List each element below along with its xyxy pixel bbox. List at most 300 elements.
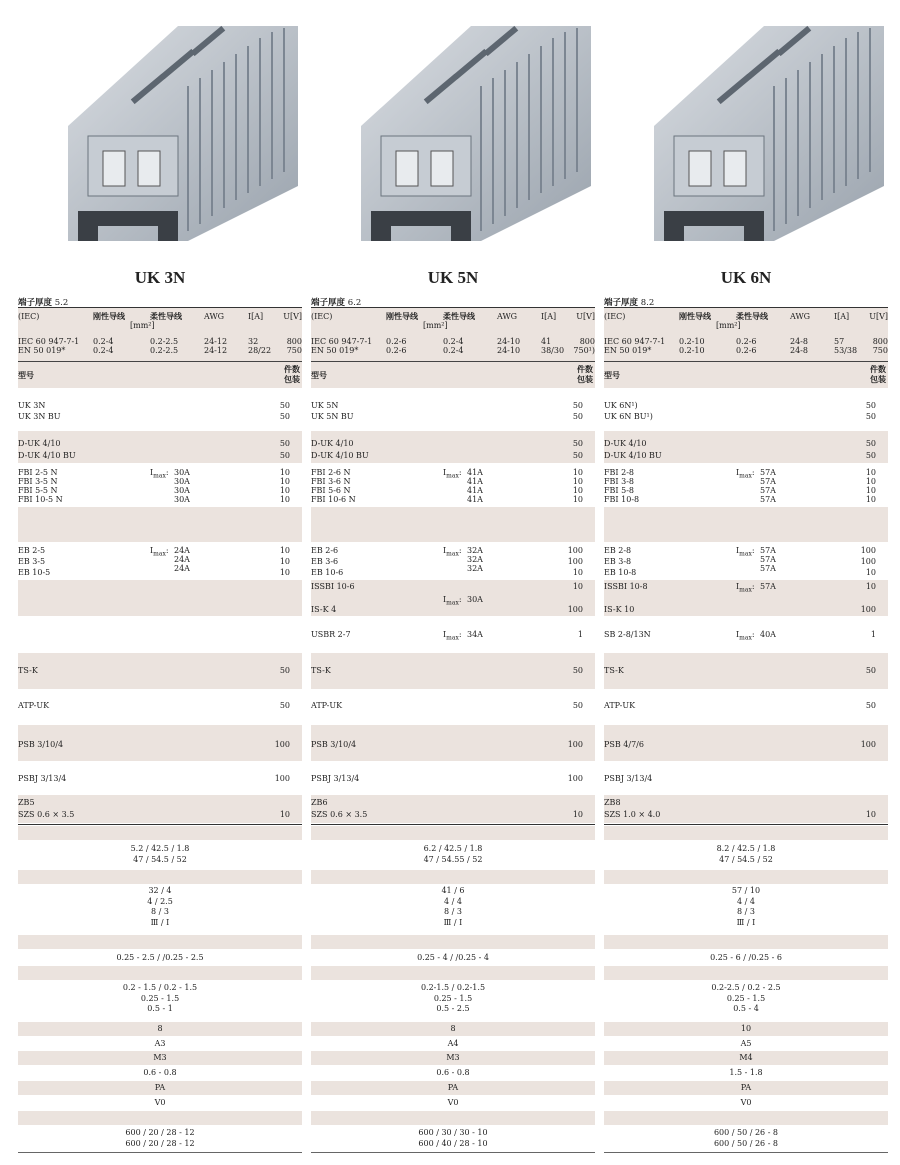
spec-flexible: 0.2-4 [443,337,464,346]
imax-subscript: max [739,550,752,558]
item-label: FBI 5-8 [604,486,635,495]
item-quantity: 100 [274,774,290,783]
item-quantity: 50 [865,401,876,410]
pack-header: 包装 [284,375,300,384]
item-quantity: 50 [279,412,290,421]
item-quantity: 100 [567,774,583,783]
divider [604,1152,888,1153]
model-header: 型号 [311,371,327,380]
voltage-header: U[V] [576,312,595,321]
screw-thread: M3 [153,1053,167,1062]
imax-label: $I_{max}$: [736,630,755,642]
iec-label: (IEC) [604,312,626,321]
thickness-label: 端子厚度 [604,298,639,308]
item-quantity: 10 [865,477,876,486]
item-label: SZS 0.6 × 3.5 [18,810,75,819]
imax-group [443,630,483,643]
item-quantity: 10 [279,486,290,495]
dimensions: 8.2 / 42.5 / 1.8 47 / 54.5 / 52 [716,844,776,864]
imax-label: $I_{max}$: [736,468,755,480]
dimensions: 6.2 / 42.5 / 1.8 47 / 54.55 / 52 [423,844,483,864]
spec-awg: 24-8 [790,337,808,346]
item-label: TS-K [311,666,331,675]
connection-range: 0.25 - 4 / /0.25 - 4 [417,953,489,962]
thickness-value: 6.2 [347,298,362,308]
spec-rigid: 0.2-6 [386,346,407,355]
row-band [18,966,302,980]
row-band [18,580,302,616]
row-band [18,507,302,542]
item-label: EB 2-5 [18,546,46,555]
item-label: UK 5N BU [311,412,354,421]
item-label: D-UK 4/10 [311,439,354,448]
awg-header: AWG [204,312,225,321]
item-label: D-UK 4/10 [18,439,61,448]
imax-subscript: max [446,472,459,480]
imax-value: 57A [760,468,776,477]
row-band [18,826,302,840]
item-label: FBI 2-8 [604,468,635,477]
imax-value: 30A [174,486,190,495]
item-quantity: 50 [572,701,583,710]
thickness-label: 端子厚度 [311,298,346,308]
imax-subscript: max [446,550,459,558]
flexible-header: 柔性导线 [150,312,182,321]
ratings: 41 / 6 4 / 4 8 / 3 Ⅲ / Ⅰ [441,886,465,927]
product-title: UK 5N [427,268,479,287]
ferrule-range: 0.2-2.5 / 0.2 - 2.5 0.25 - 1.5 0.5 - 4 [711,983,781,1013]
imax-values [467,468,483,504]
row-band [604,870,888,884]
imax-value: 41A [467,477,483,486]
item-quantity: 10 [865,810,876,819]
imax-value: 30A [467,595,483,604]
item-quantity: 10 [279,546,290,555]
imax-value: 24A [174,564,190,573]
item-label: ISSBI 10-8 [604,582,648,591]
spec-std: EN 50 019* [311,346,359,355]
item-quantity: 50 [865,701,876,710]
spec-awg: 24-12 [204,337,228,346]
iec-label: (IEC) [311,312,333,321]
rigid-header: 刚性导线 [93,312,125,321]
item-label: TS-K [18,666,38,675]
ul-ratings: 600 / 20 / 28 - 12 600 / 20 / 28 - 12 [125,1128,195,1148]
item-label: EB 10-8 [604,568,637,577]
spec-std: EN 50 019* [18,346,66,355]
imax-subscript: max [446,634,459,642]
connection-range: 0.25 - 2.5 / /0.25 - 2.5 [116,953,204,962]
item-quantity: 1 [870,630,876,639]
item-label: FBI 5-6 N [311,486,351,495]
item-label: UK 6N¹) [604,401,638,410]
iec-label: (IEC) [18,312,40,321]
item-label: FBI 3-5 N [18,477,58,486]
item-label: UK 3N BU [18,412,61,421]
spec-std: EN 50 019* [604,346,652,355]
item-label: ISSBI 10-6 [311,582,355,591]
imax-group [736,468,776,504]
imax-values [760,546,776,573]
imax-value: 57A [760,546,776,555]
imax-values [760,468,776,504]
material: PA [740,1083,752,1092]
item-quantity: 100 [567,546,583,555]
imax-group [443,546,483,573]
item-label: PSBJ 3/13/4 [604,774,653,783]
imax-value: 30A [174,477,190,486]
row-band [311,870,595,884]
divider [311,1152,595,1153]
item-label: ZB5 [18,798,35,807]
item-quantity: 10 [865,568,876,577]
flammability: V0 [154,1098,166,1107]
item-label: FBI 3-8 [604,477,635,486]
item-quantity: 50 [572,412,583,421]
row-band [18,870,302,884]
item-quantity: 10 [572,486,583,495]
spec-awg: 24-12 [204,346,228,355]
imax-subscript: max [153,550,166,558]
imax-subscript: max [739,472,752,480]
spec-voltage: 750 [872,346,888,355]
imax-value: 34A [467,630,483,639]
item-label: EB 2-6 [311,546,339,555]
imax-label: $I_{max}$: [150,546,169,558]
item-quantity: 10 [279,568,290,577]
spec-rigid: 0.2-4 [93,337,114,346]
pack-header: 件数 [870,365,886,374]
item-label: D-UK 4/10 BU [18,451,76,460]
imax-value: 41A [467,495,483,504]
item-quantity: 10 [572,495,583,504]
spec-flexible: 0.2-6 [736,337,757,346]
row-band [311,826,595,840]
item-label: FBI 2-5 N [18,468,58,477]
gauge: A4 [447,1039,459,1048]
imax-value: 30A [174,495,190,504]
item-label: ATP-UK [18,701,50,710]
item-quantity: 100 [860,605,876,614]
imax-value: 57A [760,495,776,504]
item-label: UK 5N [311,401,339,410]
item-quantity: 50 [865,439,876,448]
item-quantity: 50 [865,666,876,675]
pack-header: 件数 [577,365,593,374]
item-quantity: 10 [865,582,876,591]
rigid-header: 刚性导线 [679,312,711,321]
spec-current: 57 [834,337,845,346]
imax-label: $I_{max}$: [736,582,755,594]
spec-current: 41 [541,337,552,346]
item-quantity: 50 [572,439,583,448]
unit-label: [mm²] [423,321,448,330]
item-label: PSB 4/7/6 [604,740,644,749]
imax-value: 57A [760,477,776,486]
item-label: FBI 3-6 N [311,477,351,486]
connection-range: 0.25 - 6 / /0.25 - 6 [710,953,782,962]
imax-label: $I_{max}$: [443,468,462,480]
item-quantity: 10 [279,810,290,819]
spec-flexible: 0.2-4 [443,346,464,355]
item-label: D-UK 4/10 BU [604,451,662,460]
item-quantity: 100 [860,546,876,555]
imax-value: 32A [467,564,483,573]
row-band [604,826,888,840]
imax-value: 41A [467,486,483,495]
item-quantity: 10 [865,486,876,495]
item-label: TS-K [604,666,624,675]
product-title: UK 6N [720,268,772,287]
item-label: PSBJ 3/13/4 [18,774,67,783]
item-label: D-UK 4/10 BU [311,451,369,460]
item-label: SZS 0.6 × 3.5 [311,810,368,819]
imax-group [443,468,483,504]
item-quantity: 10 [279,557,290,566]
item-label: FBI 2-6 N [311,468,351,477]
ratings: 57 / 10 4 / 4 8 / 3 Ⅲ / Ⅰ [731,886,761,927]
spec-voltage: 800 [872,337,888,346]
imax-values [467,546,483,573]
stripping-length: 8 [450,1024,456,1033]
spec-current: 53/38 [834,346,858,355]
item-quantity: 100 [860,557,876,566]
row-band [604,725,888,761]
model-header-band [604,361,888,388]
terminal-block-photo [654,16,884,248]
voltage-header: U[V] [283,312,302,321]
screw-thread: M3 [446,1053,460,1062]
torque: 0.6 - 0.8 [143,1068,177,1077]
product-column-uk5n [311,0,595,1165]
row-band [604,935,888,949]
voltage-header: U[V] [869,312,888,321]
awg-header: AWG [790,312,811,321]
item-quantity: 50 [572,401,583,410]
stripping-length: 8 [157,1024,163,1033]
spec-current: 38/30 [541,346,565,355]
imax-value: 30A [174,468,190,477]
imax-values [467,595,483,604]
spec-flexible: 0.2-2.5 [150,337,179,346]
row-band [604,507,888,542]
imax-subscript: max [153,472,166,480]
item-label: PSBJ 3/13/4 [311,774,360,783]
current-header: I[A] [541,312,557,321]
item-label: SZS 1.0 × 4.0 [604,810,661,819]
item-label: EB 3-6 [311,557,339,566]
item-label: FBI 10-8 [604,495,640,504]
imax-group [736,582,776,595]
product-column-uk6n [604,0,888,1165]
imax-values [467,630,483,639]
pack-header: 包装 [577,375,593,384]
unit-label: [mm²] [130,321,155,330]
flammability: V0 [447,1098,459,1107]
divider [18,1152,302,1153]
imax-values [174,546,190,573]
ratings: 32 / 4 4 / 2.5 8 / 3 Ⅲ / Ⅰ [147,886,173,927]
spec-rigid: 0.2-10 [679,337,705,346]
item-quantity: 10 [572,468,583,477]
item-label: UK 6N BU¹) [604,412,653,421]
imax-label: $I_{max}$: [443,630,462,642]
item-label: UK 3N [18,401,46,410]
item-quantity: 100 [567,740,583,749]
item-quantity: 100 [274,740,290,749]
imax-group [736,630,776,643]
item-quantity: 10 [279,495,290,504]
torque: 0.6 - 0.8 [436,1068,470,1077]
imax-value: 32A [467,546,483,555]
current-header: I[A] [248,312,264,321]
item-quantity: 50 [279,439,290,448]
ul-ratings: 600 / 30 / 30 - 10 600 / 40 / 28 - 10 [418,1128,488,1148]
row-band [311,935,595,949]
imax-value: 24A [174,555,190,564]
item-quantity: 50 [865,412,876,421]
model-header-band [311,361,595,388]
item-label: EB 2-8 [604,546,632,555]
imax-value: 24A [174,546,190,555]
ul-ratings: 600 / 50 / 26 - 8 600 / 50 / 26 - 8 [713,1128,779,1148]
terminal-block-photo [68,16,298,248]
item-label: FBI 10-6 N [311,495,356,504]
flexible-header: 柔性导线 [443,312,475,321]
item-quantity: 100 [860,740,876,749]
item-quantity: 50 [279,451,290,460]
item-quantity: 50 [279,666,290,675]
flammability: V0 [740,1098,752,1107]
row-band [18,935,302,949]
item-label: EB 10-6 [311,568,344,577]
model-header: 型号 [604,371,620,380]
imax-value: 41A [467,468,483,477]
thickness-value: 8.2 [640,298,655,308]
ferrule-range: 0.2 - 1.5 / 0.2 - 1.5 0.25 - 1.5 0.5 - 1 [122,983,198,1013]
imax-values [174,468,190,504]
thickness-label: 端子厚度 [18,298,53,308]
row-band [311,653,595,689]
imax-value: 40A [760,630,776,639]
imax-subscript: max [739,586,752,594]
imax-group [150,468,190,504]
item-quantity: 100 [567,557,583,566]
stripping-length: 10 [740,1024,752,1033]
awg-header: AWG [497,312,518,321]
item-label: FBI 5-5 N [18,486,58,495]
imax-group [150,546,190,573]
item-quantity: 100 [567,605,583,614]
imax-value: 57A [760,582,776,591]
spec-awg: 24-10 [497,337,521,346]
item-label: FBI 10-5 N [18,495,63,504]
row-band [604,966,888,980]
imax-group [443,595,483,608]
imax-label: $I_{max}$: [736,546,755,558]
dimensions: 5.2 / 42.5 / 1.8 47 / 54.5 / 52 [130,844,190,864]
imax-label: $I_{max}$: [443,546,462,558]
imax-value: 32A [467,555,483,564]
item-quantity: 10 [279,468,290,477]
material: PA [154,1083,166,1092]
spec-block [18,308,302,361]
material: PA [447,1083,459,1092]
item-quantity: 50 [279,701,290,710]
spec-awg: 24-8 [790,346,808,355]
model-header: 型号 [18,371,34,380]
row-band [604,1111,888,1125]
item-label: ZB6 [311,798,328,807]
gauge: A5 [740,1039,752,1048]
pack-header: 包装 [870,375,886,384]
item-label: ATP-UK [311,701,343,710]
imax-values [760,582,776,591]
spec-current: 28/22 [248,346,272,355]
row-band [18,653,302,689]
row-band [311,507,595,542]
row-band [604,653,888,689]
item-quantity: 10 [572,582,583,591]
unit-label: [mm²] [716,321,741,330]
torque: 1.5 - 1.8 [729,1068,763,1077]
pack-header: 件数 [284,365,300,374]
spec-std: IEC 60 947-7-1 [311,337,373,346]
gauge: A3 [154,1039,166,1048]
item-quantity: 50 [572,666,583,675]
current-header: I[A] [834,312,850,321]
spec-current: 32 [248,337,259,346]
imax-group [736,546,776,573]
thickness-value: 5.2 [54,298,69,308]
imax-subscript: max [739,634,752,642]
item-quantity: 10 [865,495,876,504]
spec-voltage: 750 [286,346,302,355]
imax-label: $I_{max}$: [150,468,169,480]
item-label: EB 3-8 [604,557,632,566]
ferrule-range: 0.2-1.5 / 0.2-1.5 0.25 - 1.5 0.5 - 2.5 [420,983,486,1013]
item-label: PSB 3/10/4 [311,740,357,749]
item-label: IS-K 10 [604,605,635,614]
spec-flexible: 0.2-6 [736,346,757,355]
divider [18,824,302,825]
imax-values [760,630,776,639]
spec-std: IEC 60 947-7-1 [18,337,80,346]
item-quantity: 10 [572,568,583,577]
item-label: USBR 2-7 [311,630,351,639]
item-label: ATP-UK [604,701,636,710]
item-label: PSB 3/10/4 [18,740,64,749]
divider [604,824,888,825]
spec-flexible: 0.2-2.5 [150,346,179,355]
spec-rigid: 0.2-6 [386,337,407,346]
terminal-block-photo [361,16,591,248]
screw-thread: M4 [739,1053,753,1062]
item-label: EB 10-5 [18,568,51,577]
item-quantity: 10 [865,468,876,477]
spec-block [604,308,888,361]
imax-value: 57A [760,555,776,564]
divider [311,824,595,825]
spec-voltage: 800 [579,337,595,346]
item-quantity: 50 [865,451,876,460]
imax-value: 57A [760,486,776,495]
row-band [18,1111,302,1125]
imax-label: $I_{max}$: [443,595,462,607]
spec-rigid: 0.2-4 [93,346,114,355]
product-column-uk3n [18,0,302,1165]
item-quantity: 10 [572,810,583,819]
